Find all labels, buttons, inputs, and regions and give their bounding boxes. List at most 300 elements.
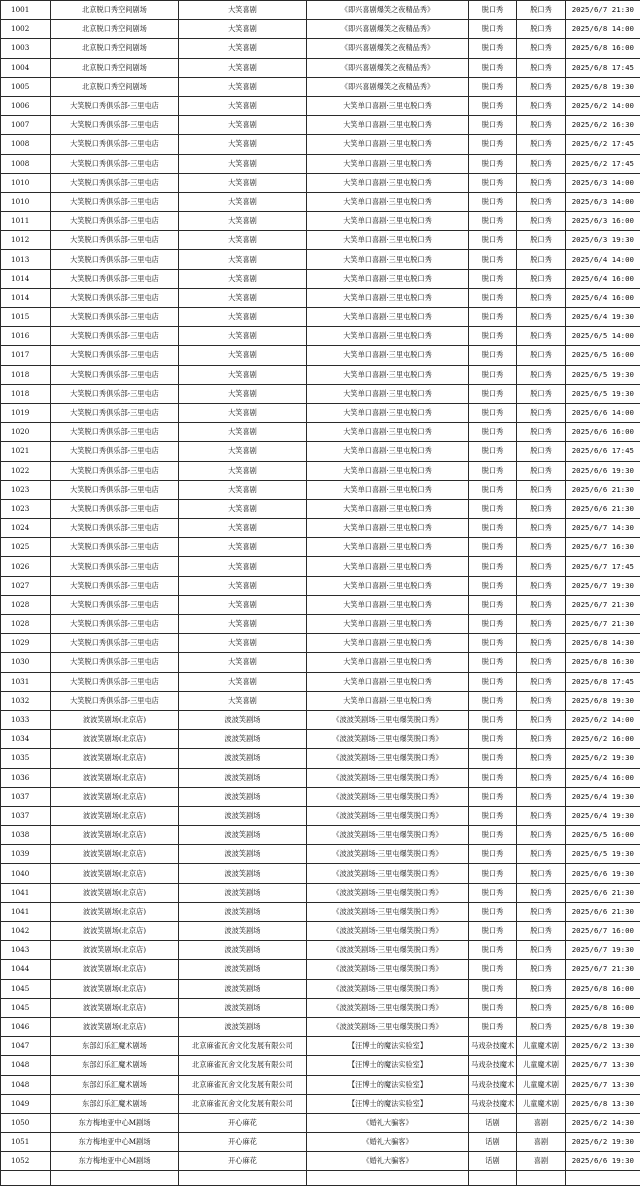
show-title-cell: 《波波笑剧场-三里屯爆笑脱口秀》: [307, 730, 469, 749]
organizer-cell: 北京麻雀瓦舍文化发展有限公司: [179, 1094, 307, 1113]
table-row: [1, 20, 640, 39]
category-cell: 脱口秀: [469, 941, 517, 960]
row-id-cell: 1028: [1, 595, 51, 614]
show-title-cell: 《波波笑剧场-三里屯爆笑脱口秀》: [307, 864, 469, 883]
table-row: [1, 730, 640, 749]
show-title-cell: 大笑单口喜剧·三里屯脱口秀: [307, 384, 469, 403]
row-id-cell: 1045: [1, 998, 51, 1017]
genre-cell: 脱口秀: [517, 212, 566, 231]
show-title-cell: 大笑单口喜剧·三里屯脱口秀: [307, 557, 469, 576]
showtime-cell: 2025/6/3 14:00: [566, 173, 640, 192]
organizer-cell: 大笑喜剧: [179, 77, 307, 96]
table-row: [1, 365, 640, 384]
showtime-cell: 2025/6/4 19:30: [566, 308, 640, 327]
table-row: [1, 595, 640, 614]
venue-cell: 大笑脱口秀俱乐部-三里屯店: [51, 269, 179, 288]
genre-cell: 儿童魔术剧: [517, 1056, 566, 1075]
venue-cell: 波波笑剧场(北京店): [51, 1017, 179, 1036]
venue-cell: 大笑脱口秀俱乐部-三里屯店: [51, 461, 179, 480]
row-id-cell: 1043: [1, 941, 51, 960]
row-id-cell: 1042: [1, 922, 51, 941]
showtime-cell: 2025/6/2 17:45: [566, 154, 640, 173]
show-title-cell: 大笑单口喜剧·三里屯脱口秀: [307, 653, 469, 672]
venue-cell: 波波笑剧场(北京店): [51, 730, 179, 749]
genre-cell: 喜剧: [517, 1152, 566, 1171]
showtime-cell: 2025/6/2 16:00: [566, 730, 640, 749]
venue-cell: 大笑脱口秀俱乐部-三里屯店: [51, 346, 179, 365]
table-row: [1, 519, 640, 538]
organizer-cell: 大笑喜剧: [179, 327, 307, 346]
showtime-cell: 2025/6/8 16:00: [566, 998, 640, 1017]
organizer-cell: 大笑喜剧: [179, 365, 307, 384]
organizer-cell: 波波笑剧场: [179, 826, 307, 845]
table-row: [1, 710, 640, 729]
organizer-cell: 北京麻雀瓦舍文化发展有限公司: [179, 1037, 307, 1056]
organizer-cell: 北京麻雀瓦舍文化发展有限公司: [179, 1056, 307, 1075]
show-title-cell: 大笑单口喜剧·三里屯脱口秀: [307, 116, 469, 135]
show-title-cell: 《波波笑剧场-三里屯爆笑脱口秀》: [307, 826, 469, 845]
show-title-cell: 【汪博士的魔法实验室】: [307, 1075, 469, 1094]
row-id-cell: 1022: [1, 461, 51, 480]
show-title-cell: 大笑单口喜剧·三里屯脱口秀: [307, 519, 469, 538]
venue-cell: 波波笑剧场(北京店): [51, 826, 179, 845]
category-cell: 脱口秀: [469, 768, 517, 787]
organizer-cell: 大笑喜剧: [179, 116, 307, 135]
row-id-cell: 1044: [1, 960, 51, 979]
category-cell: 马戏杂技魔术: [469, 1037, 517, 1056]
showtime-cell: 2025/6/3 16:00: [566, 212, 640, 231]
show-title-cell: 《即兴喜剧爆笑之夜精品秀》: [307, 39, 469, 58]
genre-cell: 脱口秀: [517, 826, 566, 845]
show-title-cell: 大笑单口喜剧·三里屯脱口秀: [307, 135, 469, 154]
genre-cell: 脱口秀: [517, 519, 566, 538]
genre-cell: 脱口秀: [517, 960, 566, 979]
row-id-cell: 1021: [1, 442, 51, 461]
category-cell: 脱口秀: [469, 806, 517, 825]
venue-cell: 波波笑剧场(北京店): [51, 768, 179, 787]
organizer-cell: 大笑喜剧: [179, 269, 307, 288]
organizer-cell: 大笑喜剧: [179, 615, 307, 634]
showtime-cell: 2025/6/2 19:30: [566, 1133, 640, 1152]
table-row: [1, 922, 640, 941]
venue-cell: 大笑脱口秀俱乐部-三里屯店: [51, 538, 179, 557]
venue-cell: 大笑脱口秀俱乐部-三里屯店: [51, 250, 179, 269]
table-row: [1, 39, 640, 58]
category-cell: 脱口秀: [469, 749, 517, 768]
show-title-cell: 大笑单口喜剧·三里屯脱口秀: [307, 615, 469, 634]
showtime-cell: 2025/6/5 14:00: [566, 327, 640, 346]
show-title-cell: 【汪博士的魔法实验室】: [307, 1037, 469, 1056]
showtime-cell: 2025/6/8 14:30: [566, 634, 640, 653]
row-id-cell: 1047: [1, 1037, 51, 1056]
genre-cell: 脱口秀: [517, 538, 566, 557]
organizer-cell: 大笑喜剧: [179, 499, 307, 518]
genre-cell: 脱口秀: [517, 902, 566, 921]
row-id-cell: 1027: [1, 576, 51, 595]
organizer-cell: 开心麻花: [179, 1152, 307, 1171]
row-id-cell: 1002: [1, 20, 51, 39]
organizer-cell: 大笑喜剧: [179, 595, 307, 614]
venue-cell: 波波笑剧场(北京店): [51, 806, 179, 825]
showtime-cell: 2025/6/4 19:30: [566, 787, 640, 806]
genre-cell: 脱口秀: [517, 250, 566, 269]
table-row: [1, 173, 640, 192]
table-row: [1, 461, 640, 480]
table-row: [1, 960, 640, 979]
genre-cell: 脱口秀: [517, 173, 566, 192]
table-row-partial: [1, 1171, 640, 1186]
genre-cell: 脱口秀: [517, 308, 566, 327]
venue-cell: 大笑脱口秀俱乐部-三里屯店: [51, 480, 179, 499]
genre-cell: 脱口秀: [517, 39, 566, 58]
genre-cell: 儿童魔术剧: [517, 1075, 566, 1094]
show-title-cell: 大笑单口喜剧·三里屯脱口秀: [307, 461, 469, 480]
organizer-cell: 大笑喜剧: [179, 346, 307, 365]
venue-cell: 大笑脱口秀俱乐部-三里屯店: [51, 499, 179, 518]
row-id-cell: 1028: [1, 615, 51, 634]
organizer-cell: 波波笑剧场: [179, 902, 307, 921]
venue-cell: 波波笑剧场(北京店): [51, 845, 179, 864]
organizer-cell: 大笑喜剧: [179, 461, 307, 480]
organizer-cell: 波波笑剧场: [179, 1017, 307, 1036]
category-cell: 脱口秀: [469, 250, 517, 269]
category-cell: 话剧: [469, 1152, 517, 1171]
genre-cell: 脱口秀: [517, 480, 566, 499]
venue-cell: 东部幻乐汇魔术剧场: [51, 1094, 179, 1113]
show-title-cell: 《波波笑剧场-三里屯爆笑脱口秀》: [307, 768, 469, 787]
venue-cell: 大笑脱口秀俱乐部-三里屯店: [51, 327, 179, 346]
table-row: [1, 615, 640, 634]
venue-cell: 波波笑剧场(北京店): [51, 960, 179, 979]
row-id-cell: 1041: [1, 902, 51, 921]
table-row: [1, 423, 640, 442]
genre-cell: 儿童魔术剧: [517, 1094, 566, 1113]
genre-cell: 脱口秀: [517, 634, 566, 653]
genre-cell: 脱口秀: [517, 403, 566, 422]
row-id-cell: 1006: [1, 96, 51, 115]
category-cell: 脱口秀: [469, 883, 517, 902]
empty-cell: [566, 1171, 640, 1186]
row-id-cell: 1004: [1, 58, 51, 77]
organizer-cell: 大笑喜剧: [179, 403, 307, 422]
show-title-cell: 大笑单口喜剧·三里屯脱口秀: [307, 365, 469, 384]
showtime-cell: 2025/6/8 13:30: [566, 1094, 640, 1113]
showtime-cell: 2025/6/7 16:30: [566, 538, 640, 557]
table-row: [1, 749, 640, 768]
organizer-cell: 波波笑剧场: [179, 883, 307, 902]
venue-cell: 北京脱口秀空间剧场: [51, 58, 179, 77]
category-cell: 脱口秀: [469, 538, 517, 557]
category-cell: 脱口秀: [469, 499, 517, 518]
venue-cell: 大笑脱口秀俱乐部-三里屯店: [51, 231, 179, 250]
showtime-cell: 2025/6/7 19:30: [566, 576, 640, 595]
show-title-cell: 大笑单口喜剧·三里屯脱口秀: [307, 499, 469, 518]
organizer-cell: 大笑喜剧: [179, 634, 307, 653]
empty-cell: [307, 1171, 469, 1186]
category-cell: 脱口秀: [469, 519, 517, 538]
category-cell: 脱口秀: [469, 384, 517, 403]
genre-cell: 儿童魔术剧: [517, 1037, 566, 1056]
showtime-cell: 2025/6/4 19:30: [566, 806, 640, 825]
row-id-cell: 1036: [1, 768, 51, 787]
organizer-cell: 大笑喜剧: [179, 1, 307, 20]
show-title-cell: 《波波笑剧场-三里屯爆笑脱口秀》: [307, 902, 469, 921]
row-id-cell: 1019: [1, 403, 51, 422]
genre-cell: 脱口秀: [517, 883, 566, 902]
table-row: [1, 1094, 640, 1113]
venue-cell: 波波笑剧场(北京店): [51, 941, 179, 960]
showtime-cell: 2025/6/6 21:30: [566, 480, 640, 499]
organizer-cell: 波波笑剧场: [179, 998, 307, 1017]
row-id-cell: 1034: [1, 730, 51, 749]
showtime-cell: 2025/6/6 16:00: [566, 423, 640, 442]
showtime-cell: 2025/6/6 21:30: [566, 883, 640, 902]
show-title-cell: 大笑单口喜剧·三里屯脱口秀: [307, 346, 469, 365]
table-row: [1, 250, 640, 269]
venue-cell: 大笑脱口秀俱乐部-三里屯店: [51, 576, 179, 595]
venue-cell: 东部幻乐汇魔术剧场: [51, 1075, 179, 1094]
venue-cell: 大笑脱口秀俱乐部-三里屯店: [51, 423, 179, 442]
venue-cell: 大笑脱口秀俱乐部-三里屯店: [51, 634, 179, 653]
category-cell: 脱口秀: [469, 269, 517, 288]
row-id-cell: 1052: [1, 1152, 51, 1171]
category-cell: 脱口秀: [469, 787, 517, 806]
venue-cell: 大笑脱口秀俱乐部-三里屯店: [51, 403, 179, 422]
genre-cell: 脱口秀: [517, 595, 566, 614]
organizer-cell: 波波笑剧场: [179, 768, 307, 787]
table-row: [1, 327, 640, 346]
showtime-cell: 2025/6/2 14:00: [566, 96, 640, 115]
show-title-cell: 大笑单口喜剧·三里屯脱口秀: [307, 96, 469, 115]
category-cell: 脱口秀: [469, 480, 517, 499]
row-id-cell: 1005: [1, 77, 51, 96]
show-title-cell: 大笑单口喜剧·三里屯脱口秀: [307, 288, 469, 307]
table-row: [1, 691, 640, 710]
category-cell: 脱口秀: [469, 710, 517, 729]
row-id-cell: 1023: [1, 499, 51, 518]
organizer-cell: 大笑喜剧: [179, 384, 307, 403]
genre-cell: 脱口秀: [517, 864, 566, 883]
table-row: [1, 1, 640, 20]
show-title-cell: 大笑单口喜剧·三里屯脱口秀: [307, 538, 469, 557]
row-id-cell: 1012: [1, 231, 51, 250]
category-cell: 脱口秀: [469, 653, 517, 672]
organizer-cell: 大笑喜剧: [179, 442, 307, 461]
row-id-cell: 1008: [1, 135, 51, 154]
row-id-cell: 1026: [1, 557, 51, 576]
venue-cell: 大笑脱口秀俱乐部-三里屯店: [51, 691, 179, 710]
genre-cell: 脱口秀: [517, 691, 566, 710]
row-id-cell: 1037: [1, 806, 51, 825]
venue-cell: 大笑脱口秀俱乐部-三里屯店: [51, 595, 179, 614]
show-title-cell: 大笑单口喜剧·三里屯脱口秀: [307, 442, 469, 461]
category-cell: 脱口秀: [469, 960, 517, 979]
category-cell: 脱口秀: [469, 576, 517, 595]
table-row: [1, 499, 640, 518]
table-row: [1, 1133, 640, 1152]
venue-cell: 波波笑剧场(北京店): [51, 979, 179, 998]
category-cell: 脱口秀: [469, 634, 517, 653]
table-row: [1, 1037, 640, 1056]
category-cell: 脱口秀: [469, 116, 517, 135]
table-row: [1, 634, 640, 653]
genre-cell: 脱口秀: [517, 922, 566, 941]
genre-cell: 脱口秀: [517, 365, 566, 384]
genre-cell: 脱口秀: [517, 77, 566, 96]
category-cell: 脱口秀: [469, 58, 517, 77]
empty-cell: [179, 1171, 307, 1186]
table-row: [1, 998, 640, 1017]
genre-cell: 脱口秀: [517, 327, 566, 346]
organizer-cell: 大笑喜剧: [179, 39, 307, 58]
table-row: [1, 480, 640, 499]
show-title-cell: 大笑单口喜剧·三里屯脱口秀: [307, 691, 469, 710]
category-cell: 脱口秀: [469, 557, 517, 576]
table-row: [1, 154, 640, 173]
category-cell: 脱口秀: [469, 1017, 517, 1036]
showtime-cell: 2025/6/6 19:30: [566, 461, 640, 480]
genre-cell: 脱口秀: [517, 710, 566, 729]
show-title-cell: 大笑单口喜剧·三里屯脱口秀: [307, 250, 469, 269]
show-title-cell: 《波波笑剧场-三里屯爆笑脱口秀》: [307, 749, 469, 768]
table-row: [1, 826, 640, 845]
category-cell: 马戏杂技魔术: [469, 1094, 517, 1113]
category-cell: 脱口秀: [469, 365, 517, 384]
category-cell: 脱口秀: [469, 20, 517, 39]
show-title-cell: 大笑单口喜剧·三里屯脱口秀: [307, 595, 469, 614]
organizer-cell: 波波笑剧场: [179, 787, 307, 806]
venue-cell: 大笑脱口秀俱乐部-三里屯店: [51, 308, 179, 327]
category-cell: 话剧: [469, 1113, 517, 1132]
showtime-cell: 2025/6/4 14:00: [566, 250, 640, 269]
showtime-cell: 2025/6/8 17:45: [566, 672, 640, 691]
showtime-cell: 2025/6/2 14:00: [566, 710, 640, 729]
table-row: [1, 442, 640, 461]
venue-cell: 大笑脱口秀俱乐部-三里屯店: [51, 384, 179, 403]
category-cell: 脱口秀: [469, 461, 517, 480]
venue-cell: 波波笑剧场(北京店): [51, 922, 179, 941]
show-title-cell: 《波波笑剧场-三里屯爆笑脱口秀》: [307, 883, 469, 902]
row-id-cell: 1017: [1, 346, 51, 365]
row-id-cell: 1014: [1, 269, 51, 288]
show-title-cell: 大笑单口喜剧·三里屯脱口秀: [307, 308, 469, 327]
category-cell: 脱口秀: [469, 173, 517, 192]
row-id-cell: 1051: [1, 1133, 51, 1152]
table-row: [1, 288, 640, 307]
category-cell: 脱口秀: [469, 826, 517, 845]
show-title-cell: 《波波笑剧场-三里屯爆笑脱口秀》: [307, 998, 469, 1017]
row-id-cell: 1040: [1, 864, 51, 883]
venue-cell: 东方梅地亚中心M剧场: [51, 1152, 179, 1171]
row-id-cell: 1035: [1, 749, 51, 768]
venue-cell: 波波笑剧场(北京店): [51, 998, 179, 1017]
genre-cell: 脱口秀: [517, 653, 566, 672]
show-title-cell: 大笑单口喜剧·三里屯脱口秀: [307, 173, 469, 192]
genre-cell: 脱口秀: [517, 231, 566, 250]
table-row: [1, 1152, 640, 1171]
venue-cell: 大笑脱口秀俱乐部-三里屯店: [51, 116, 179, 135]
showtime-cell: 2025/6/2 17:45: [566, 135, 640, 154]
showtime-cell: 2025/6/7 21:30: [566, 615, 640, 634]
category-cell: 脱口秀: [469, 212, 517, 231]
organizer-cell: 波波笑剧场: [179, 922, 307, 941]
row-id-cell: 1030: [1, 653, 51, 672]
genre-cell: 脱口秀: [517, 442, 566, 461]
empty-cell: [469, 1171, 517, 1186]
organizer-cell: 波波笑剧场: [179, 806, 307, 825]
show-title-cell: 大笑单口喜剧·三里屯脱口秀: [307, 269, 469, 288]
table-row: [1, 806, 640, 825]
organizer-cell: 北京麻雀瓦舍文化发展有限公司: [179, 1075, 307, 1094]
showtime-cell: 2025/6/7 21:30: [566, 595, 640, 614]
table-row: [1, 864, 640, 883]
organizer-cell: 波波笑剧场: [179, 864, 307, 883]
showtime-cell: 2025/6/7 17:45: [566, 557, 640, 576]
empty-cell: [517, 1171, 566, 1186]
show-title-cell: 【汪博士的魔法实验室】: [307, 1056, 469, 1075]
show-title-cell: 大笑单口喜剧·三里屯脱口秀: [307, 403, 469, 422]
venue-cell: 大笑脱口秀俱乐部-三里屯店: [51, 192, 179, 211]
show-title-cell: 《波波笑剧场-三里屯爆笑脱口秀》: [307, 922, 469, 941]
category-cell: 脱口秀: [469, 691, 517, 710]
category-cell: 脱口秀: [469, 327, 517, 346]
category-cell: 脱口秀: [469, 423, 517, 442]
table-row: [1, 58, 640, 77]
organizer-cell: 开心麻花: [179, 1133, 307, 1152]
row-id-cell: 1049: [1, 1094, 51, 1113]
row-id-cell: 1032: [1, 691, 51, 710]
venue-cell: 大笑脱口秀俱乐部-三里屯店: [51, 615, 179, 634]
show-title-cell: 大笑单口喜剧·三里屯脱口秀: [307, 154, 469, 173]
show-title-cell: 大笑单口喜剧·三里屯脱口秀: [307, 423, 469, 442]
table-row: [1, 576, 640, 595]
category-cell: 脱口秀: [469, 998, 517, 1017]
category-cell: 脱口秀: [469, 288, 517, 307]
organizer-cell: 大笑喜剧: [179, 691, 307, 710]
showtime-cell: 2025/6/8 19:30: [566, 691, 640, 710]
showtime-cell: 2025/6/2 19:30: [566, 749, 640, 768]
genre-cell: 脱口秀: [517, 135, 566, 154]
organizer-cell: 大笑喜剧: [179, 192, 307, 211]
show-title-cell: 《波波笑剧场-三里屯爆笑脱口秀》: [307, 960, 469, 979]
row-id-cell: 1048: [1, 1056, 51, 1075]
organizer-cell: 开心麻花: [179, 1113, 307, 1132]
table-row: [1, 116, 640, 135]
showtime-cell: 2025/6/7 14:30: [566, 519, 640, 538]
show-title-cell: 《波波笑剧场-三里屯爆笑脱口秀》: [307, 941, 469, 960]
table-row: [1, 672, 640, 691]
showtime-cell: 2025/6/7 13:30: [566, 1075, 640, 1094]
venue-cell: 大笑脱口秀俱乐部-三里屯店: [51, 154, 179, 173]
show-title-cell: 大笑单口喜剧·三里屯脱口秀: [307, 480, 469, 499]
showtime-cell: 2025/6/5 19:30: [566, 365, 640, 384]
genre-cell: 脱口秀: [517, 1, 566, 20]
row-id-cell: 1018: [1, 384, 51, 403]
show-title-cell: 大笑单口喜剧·三里屯脱口秀: [307, 231, 469, 250]
row-id-cell: 1037: [1, 787, 51, 806]
genre-cell: 脱口秀: [517, 20, 566, 39]
row-id-cell: 1008: [1, 154, 51, 173]
row-id-cell: 1046: [1, 1017, 51, 1036]
genre-cell: 脱口秀: [517, 96, 566, 115]
empty-cell: [1, 1171, 51, 1186]
category-cell: 脱口秀: [469, 902, 517, 921]
table-row: [1, 403, 640, 422]
genre-cell: 脱口秀: [517, 998, 566, 1017]
showtime-cell: 2025/6/4 16:00: [566, 768, 640, 787]
venue-cell: 东部幻乐汇魔术剧场: [51, 1056, 179, 1075]
venue-cell: 大笑脱口秀俱乐部-三里屯店: [51, 365, 179, 384]
